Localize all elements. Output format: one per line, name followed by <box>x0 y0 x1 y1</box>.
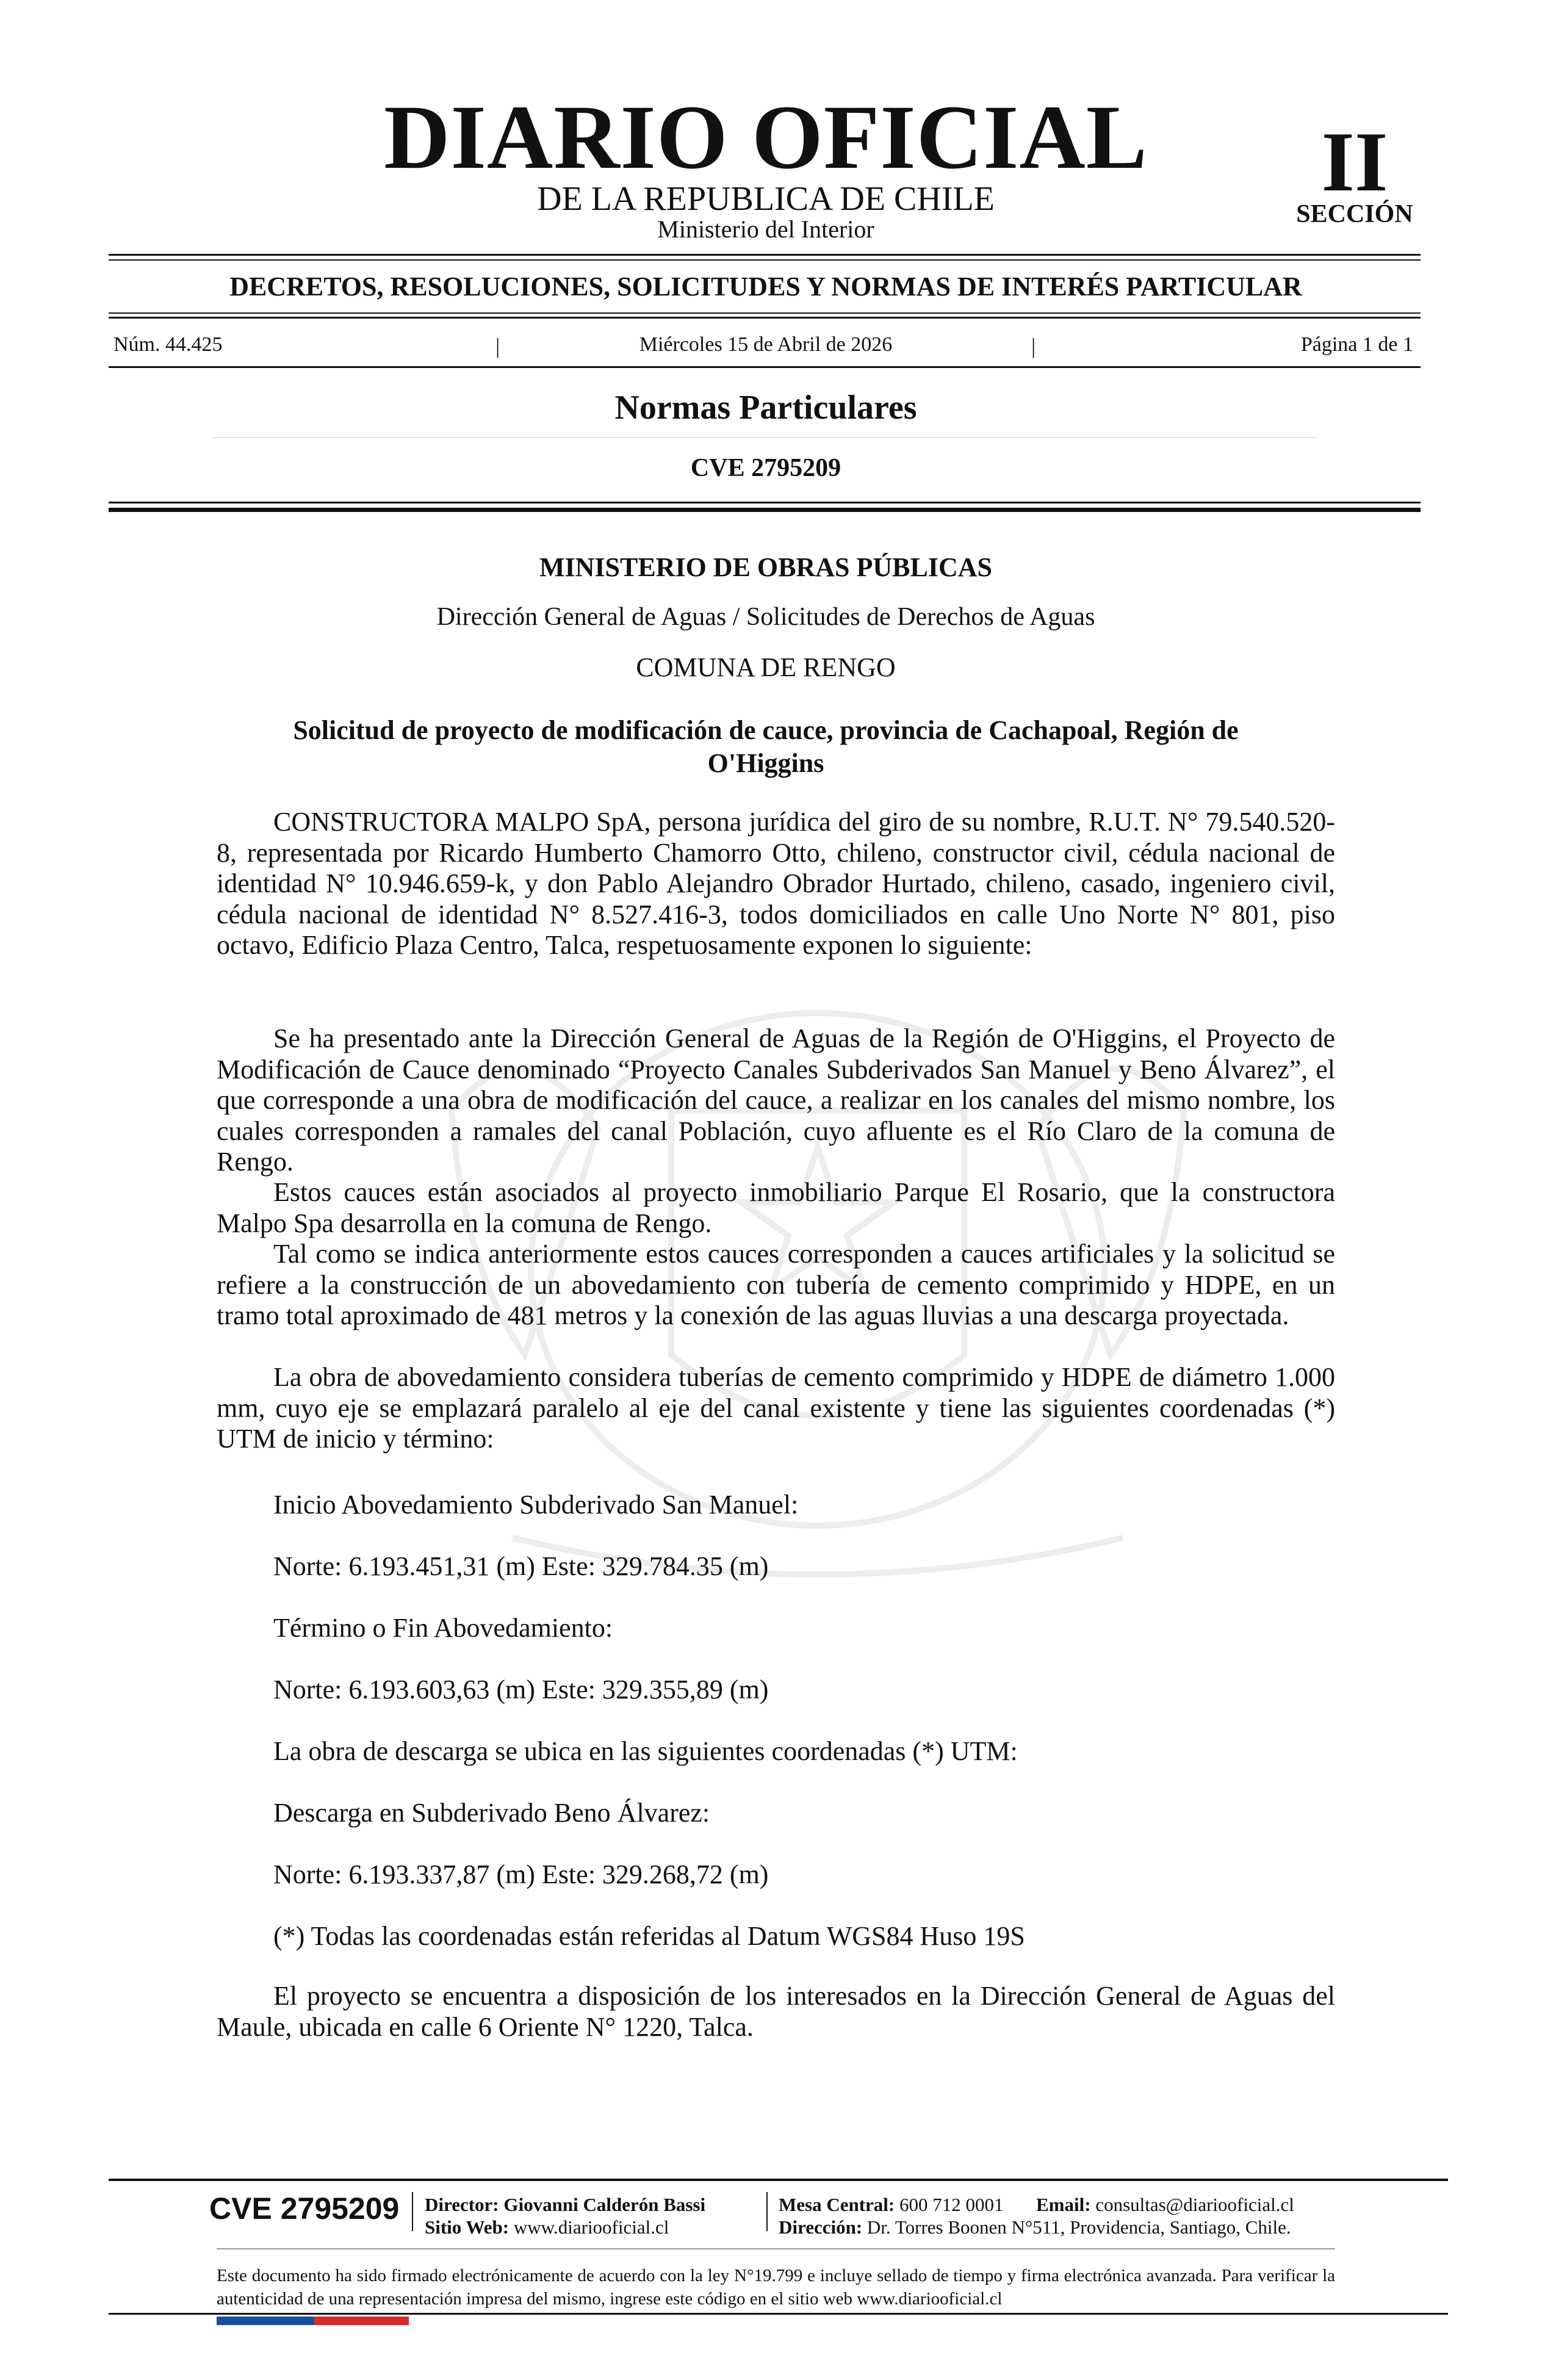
coordinate-label: Inicio Abovedamiento Subderivado San Manuel: <box>273 1490 799 1520</box>
issue-number: Núm. 44.425 <box>113 333 223 356</box>
flag-stripe-red <box>314 2317 409 2325</box>
mesa-phone: 600 712 0001 <box>899 2194 1004 2215</box>
body-paragraph: Tal como se indica anteriormente estos cauces corresponden a cauces artificiales y la solicitud se refiere a la construcción de un abovedamiento con tubería de cemento comprimido y HDPE, en un tramo total aproximado de 481 metros y la conexión de las aguas lluvias a una descarga proyectada. <box>217 1239 1335 1330</box>
document-title: Solicitud de proyecto de modificación de cauce, provincia de Cachapoal, Región de O'Higgins <box>293 715 1239 778</box>
body-paragraph: Estos cauces están asociados al proyecto inmobiliario Parque El Rosario, que la constructora Malpo Spa desarrolla en la comuna de Rengo. <box>217 1177 1335 1238</box>
cve-code: CVE 2795209 <box>690 454 841 482</box>
masthead-rule <box>109 254 1421 256</box>
page-indicator: Página 1 de 1 <box>1300 333 1413 356</box>
coordinate-value: Norte: 6.193.603,63 (m) Este: 329.355,89 (m) <box>273 1675 769 1704</box>
masthead-rule <box>109 259 1421 261</box>
site-label: Sitio Web: <box>425 2216 510 2238</box>
address-label: Dirección: <box>779 2216 863 2238</box>
email-link[interactable]: consultas@diariooficial.cl <box>1095 2194 1294 2215</box>
directorate-line: Dirección General de Aguas / Solicitudes de Derechos de Aguas <box>436 603 1095 631</box>
section-heading: Normas Particulares <box>614 389 917 427</box>
body-paragraph: CONSTRUCTORA MALPO SpA, persona jurídica del giro de su nombre, R.U.T. N° 79.540.520-8, representada por Ricardo Humberto Chamorro Otto, chileno, constructor civil, cédula nacional de identidad N° 10.946.659-k, y don Pablo Alejandro Obrador Hurtado, chileno, casado, ingeniero civil, cédula nacional de identidad N° 8.527.416-3, todos domiciliados en calle Uno Norte N° 801, piso octavo, Edificio Plaza Centro, Talca, respetuosamente exponen lo siguiente: <box>217 807 1335 960</box>
email-label: Email: <box>1036 2194 1091 2215</box>
footer-address <box>779 2218 1291 2237</box>
director-label: Director: <box>425 2194 499 2215</box>
flag-stripe-blue <box>217 2317 314 2325</box>
info-separator: | <box>1031 334 1036 358</box>
footer-divider <box>766 2192 768 2231</box>
section-label: SECCIÓN <box>1296 200 1413 228</box>
coordinate-label: Término o Fin Abovedamiento: <box>273 1613 613 1643</box>
director-name: Giovanni Calderón Bassi <box>503 2194 706 2215</box>
datum-note: (*) Todas las coordenadas están referidas al Datum WGS84 Huso 19S <box>273 1921 1025 1951</box>
cve-rule <box>109 502 1421 503</box>
body-paragraph: Se ha presentado ante la Dirección General de Aguas de la Región de O'Higgins, el Proyecto de Modificación de Cauce denominado “Proyecto Canales Subderivados San Manuel y Beno Álvarez”, el que corresponde a una obra de modificación del cauce, a realizar en los canales del mismo nombre, los cuales corresponden a ramales del canal Población, cuyo afluente es el Río Claro de la comuna de Rengo. <box>217 1023 1335 1177</box>
address-value: Dr. Torres Boonen N°511, Providencia, Santiago, Chile. <box>866 2216 1291 2238</box>
footer-rule <box>109 2179 1448 2181</box>
coordinate-label: La obra de descarga se ubica en las siguientes coordenadas (*) UTM: <box>273 1736 1018 1766</box>
coordinate-label: Descarga en Subderivado Beno Álvarez: <box>273 1798 710 1828</box>
ministry-heading: MINISTERIO DE OBRAS PÚBLICAS <box>539 552 993 582</box>
footer-website <box>425 2218 669 2237</box>
site-link[interactable]: www.diariooficial.cl <box>513 2216 669 2238</box>
section-number: II <box>1321 115 1388 209</box>
footer-thin-rule <box>217 2248 1335 2249</box>
category-rule <box>109 317 1421 319</box>
masthead-ministry: Ministerio del Interior <box>657 215 874 243</box>
category-rule <box>109 312 1421 314</box>
masthead-subtitle: DE LA REPUBLICA DE CHILE <box>537 180 995 218</box>
info-rule <box>109 366 1421 368</box>
coordinate-value: Norte: 6.193.337,87 (m) Este: 329.268,72 (m) <box>273 1859 769 1889</box>
footer-director <box>425 2195 705 2214</box>
footer-bottom-rule <box>109 2313 1448 2315</box>
issue-date: Miércoles 15 de Abril de 2026 <box>639 333 893 356</box>
footer-cve-code: CVE 2795209 <box>209 2191 400 2226</box>
info-separator: | <box>495 334 500 358</box>
body-paragraph: La obra de abovedamiento considera tuberías de cemento comprimido y HDPE de diámetro 1.000 mm, cuyo eje se emplazará paralelo al eje del canal existente y tiene las siguientes coordenadas (*) UTM de inicio y término: <box>217 1362 1335 1454</box>
commune-line: COMUNA DE RENGO <box>636 652 896 682</box>
footer-divider <box>412 2192 413 2231</box>
section-divider <box>214 437 1318 438</box>
coordinate-value: Norte: 6.193.451,31 (m) Este: 329.784.35 (m) <box>273 1551 769 1581</box>
cve-rule-thick <box>109 508 1421 512</box>
footer-contact <box>779 2195 1294 2214</box>
mesa-label: Mesa Central: <box>779 2194 895 2215</box>
category-heading: DECRETOS, RESOLUCIONES, SOLICITUDES Y NORMAS DE INTERÉS PARTICULAR <box>229 272 1302 301</box>
masthead-title: DIARIO OFICIAL <box>384 87 1148 188</box>
closing-paragraph: El proyecto se encuentra a disposición de los interesados en la Dirección General de Aguas del Maule, ubicada en calle 6 Oriente N° 1220, Talca. <box>217 1981 1335 2042</box>
footer-legal-text: Este documento ha sido firmado electrónicamente de acuerdo con la ley N°19.799 e incluye sellado de tiempo y firma electrónica avanzada. Para verificar la autenticidad de una representación impresa del mismo, ingrese este código en el sitio web www.diariooficial.cl <box>217 2266 1335 2309</box>
